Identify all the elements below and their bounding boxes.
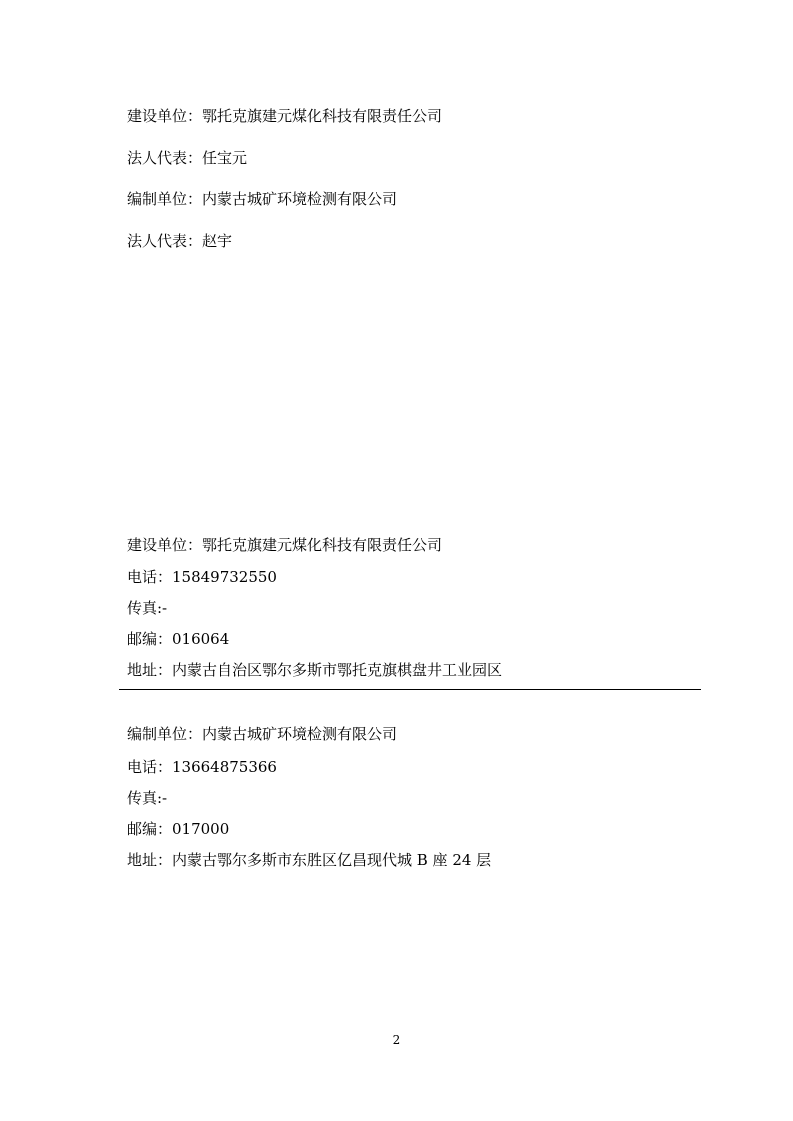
compiling-unit-postcode: 邮编：017000 xyxy=(127,820,230,838)
construction-unit-line: 建设单位：鄂托克旗建元煤化科技有限责任公司 xyxy=(127,107,443,125)
construction-unit-name: 建设单位：鄂托克旗建元煤化科技有限责任公司 xyxy=(127,536,443,554)
legal-representative-line: 法人代表：赵宇 xyxy=(127,232,233,250)
compiling-unit-name: 编制单位：内蒙古城矿环境检测有限公司 xyxy=(127,725,398,743)
section-divider xyxy=(119,689,701,690)
compiling-unit-address: 地址：内蒙古鄂尔多斯市东胜区亿昌现代城 B 座 24 层 xyxy=(127,851,492,869)
construction-unit-phone: 电话：15849732550 xyxy=(127,568,277,586)
construction-unit-postcode: 邮编：016064 xyxy=(127,630,230,648)
page-number: 2 xyxy=(392,1033,401,1047)
construction-unit-fax: 传真:- xyxy=(127,599,168,617)
construction-unit-address: 地址：内蒙古自治区鄂尔多斯市鄂托克旗棋盘井工业园区 xyxy=(127,661,503,679)
compiling-unit-line: 编制单位：内蒙古城矿环境检测有限公司 xyxy=(127,190,398,208)
compiling-unit-phone: 电话：13664875366 xyxy=(127,758,277,776)
legal-representative-line: 法人代表：任宝元 xyxy=(127,149,248,167)
compiling-unit-fax: 传真:- xyxy=(127,789,168,807)
